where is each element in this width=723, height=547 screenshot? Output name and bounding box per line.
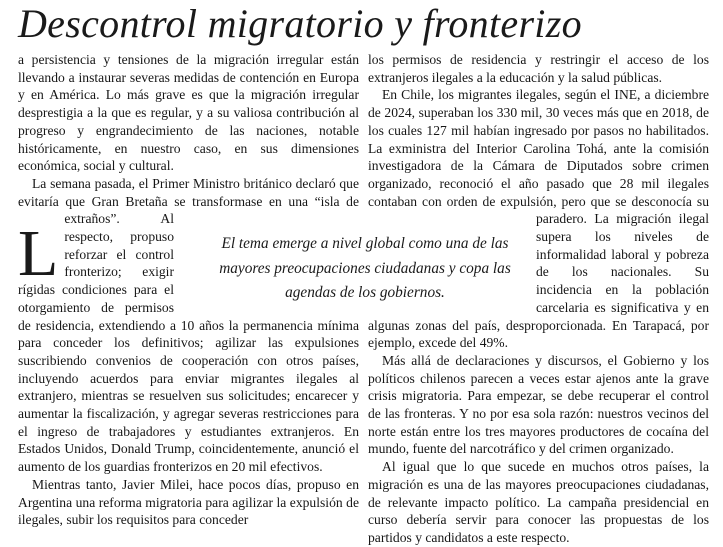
article-headline: Descontrol migratorio y fronterizo — [18, 1, 582, 46]
paragraph-1-text: a persistencia y tensiones de la migración irregular están llevando a instaurar severas medidas de contención en Europa y en América. Lo más grave es que la migración irregular desprestigia a la que es regular, y a su valiosa contribución al progreso y engrandecimiento de las naciones, notable históricamente, en nuestro caso, en sus dimensiones económica, social y cultural. — [18, 52, 359, 174]
paragraph-6: Más allá de declaraciones y discursos, el Gobierno y los políticos chilenos parecen a veces estar ajenos ante la grave crisis migratoria. Para empezar, se debe recuperar el control de las fronteras. Y no por esa sola razón: nuestros vecinos del norte están entre los tres mayores productores de cocaína del mundo, fuente del narcotráfico y del crimen organizado. — [368, 352, 709, 457]
paragraph-5: En Chile, los migrantes ilegales, según el INE, a diciembre de 2024, superaban los 330 mil, 30 veces más que en 2018, de los cuales 127 mil habían ingresado por pasos no habilitados. La exministra del Interior Carolina Tohá, ante la comisión investigadora de la Cámara de Diputados sobre crimen organizado, reconoció el año pasado que 28 mil ilegales contaban con orden de expulsión, pero que se desconocía su paradero. La migración ilegal supera los niveles de informalidad laboral y pobreza de los nacionales. Su incidencia en la población carcelaria es significativa y en algunas zonas del país, desproporcionada. En Tarapacá, por ejemplo, excede del 49%. — [368, 87, 709, 351]
paragraph-2: La semana pasada, el Primer Ministro británico declaró que evitaría que Gran Bretaña se transformase en una “isla de extraños”. Al respecto, propuso reforzar el control fronterizo; exigir rígidas condiciones para el otorgamiento de permisos de residencia, extendiendo a 10 años la permanencia mínima para conceder los definitivos; agilizar las expulsiones suscribiendo convenios de cooperación con otros países, incluyendo acuerdos para enviar migrantes ilegales al extranjero, mientras se resuelven sus solicitudes; encarecer y aumentar la fiscalización, y agregar severas restricciones para el ingreso de trabajadores y estudiantes extranjeros. En Estados Unidos, Donald Trump, coincidentemente, anunció el aumento de los guardias fronterizos en 20 mil efectivos. — [18, 175, 359, 475]
paragraph-1 — [18, 51, 359, 290]
pull-quote: El tema emerge a nivel global como una de las mayores preocupaciones ciudadanas y copa las agendas de los gobiernos. — [196, 232, 534, 306]
paragraph-7: Al igual que lo que sucede en muchos otros países, la migración es una de las mayores preocupaciones ciudadanas, de relevante impacto político. La campaña presidencial en curso debería servir para conocer las propuestas de los partidos y candidatos a este respecto. — [368, 459, 709, 545]
paragraph-3: Mientras tanto, Javier Milei, hace pocos días, propuso en Argentina una reforma migratoria para agilizar la expulsión de ilegales, subir los requisitos para conceder — [18, 476, 359, 528]
paragraph-4: los permisos de residencia y restringir el acceso de los extranjeros ilegales a la educación y la salud públicas. — [368, 52, 709, 85]
drop-cap: L — [18, 217, 59, 290]
